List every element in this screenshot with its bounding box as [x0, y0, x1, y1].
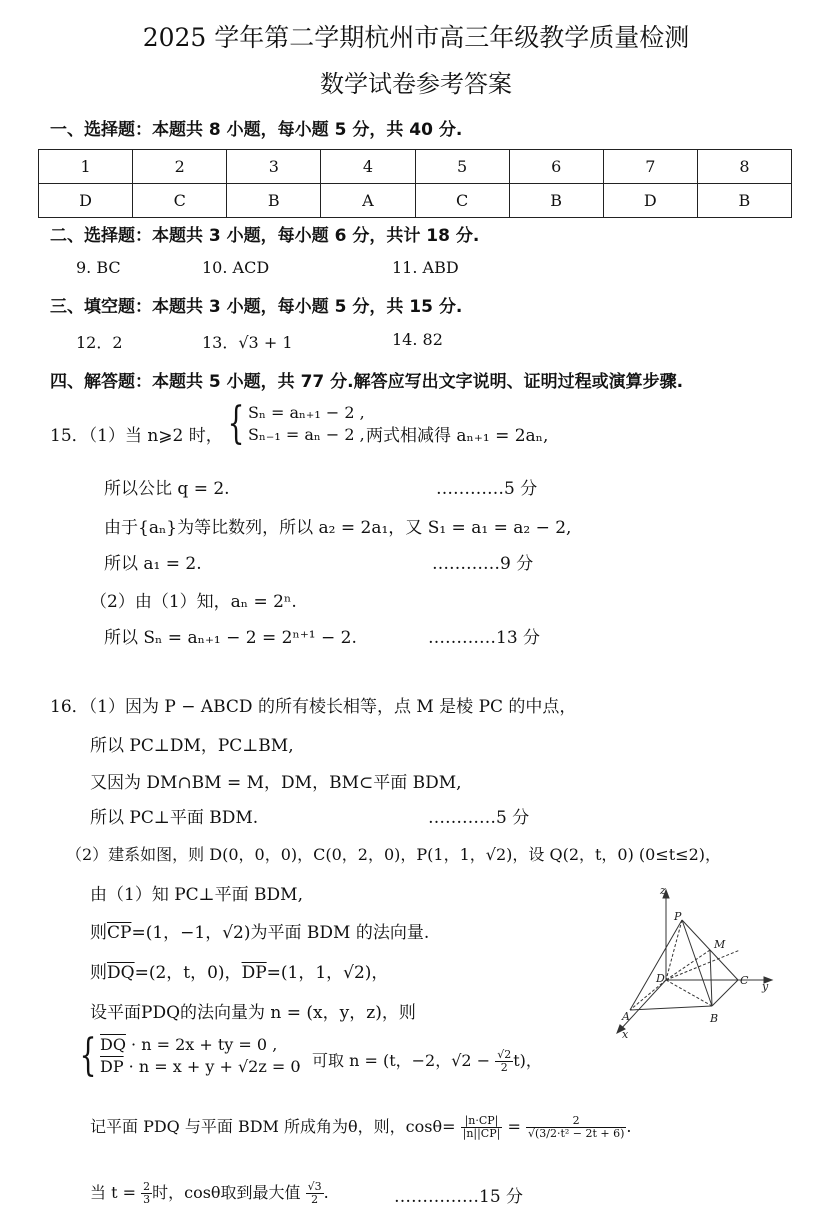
- q15-line: 所以 a₁ = 2.: [104, 554, 202, 574]
- fraction: [306, 1181, 324, 1206]
- q16-vectors-line: [90, 958, 388, 983]
- q16-line: 所以 PC⊥DM，PC⊥BM,: [90, 736, 294, 756]
- figure-label: B: [710, 1012, 719, 1025]
- dashed-helper: [666, 950, 740, 980]
- vector-dq: $\overline{DQ}$: [107, 963, 135, 983]
- table-cell: D: [39, 184, 133, 218]
- q16-normal-vector-line: [90, 918, 429, 943]
- table-cell: 5: [415, 150, 509, 184]
- table-cell: 3: [227, 150, 321, 184]
- table-cell: B: [697, 184, 791, 218]
- brace: {: [227, 398, 245, 449]
- part1-heading: 一、选择题：本题共 8 小题，每小题 5 分，共 40 分.: [50, 120, 463, 140]
- q16-equation-system: [74, 1030, 301, 1081]
- text: ，可取 n = (t，−2，√2 −: [296, 1051, 491, 1070]
- q16-line: 设平面PDQ的法向量为 n = (x，y，z)，则: [90, 1003, 416, 1023]
- table-cell: B: [509, 184, 603, 218]
- text: 时，cosθ取到最大值: [152, 1183, 301, 1202]
- score-mark: …………5 分: [428, 808, 530, 828]
- table-row-answers: [39, 184, 792, 218]
- text: 则: [90, 923, 107, 943]
- vector-cp: $\overline{CP}$: [107, 923, 132, 943]
- text: =(1，1，√2)，: [266, 963, 389, 983]
- text: 则: [90, 963, 107, 983]
- edge-pa: [630, 920, 682, 1010]
- answer-12: 12．2: [76, 333, 123, 352]
- text: =(1，−1，√2)为平面 BDM 的法向量.: [131, 923, 430, 943]
- figure-label: A: [622, 1010, 630, 1023]
- text: t)，: [513, 1051, 542, 1070]
- table-cell: 1: [39, 150, 133, 184]
- score-mark: …………9 分: [432, 554, 534, 574]
- denominator: 2: [500, 1061, 508, 1074]
- q15-intro: 15．（1）当 n⩾2 时，: [50, 426, 223, 446]
- q16-max-line: [90, 1180, 329, 1206]
- table-cell: 8: [697, 150, 791, 184]
- table-cell: D: [603, 184, 697, 218]
- text: =(2，t，0)，: [134, 963, 242, 983]
- part4-heading: 四、解答题：本题共 5 小题，共 77 分.解答应写出文字说明、证明过程或演算步骤.: [50, 372, 684, 392]
- answer-table: [38, 149, 792, 218]
- part3-heading: 三、填空题：本题共 3 小题，每小题 5 分，共 15 分.: [50, 297, 463, 317]
- denominator: 2: [311, 1193, 319, 1206]
- vector-dp: $\overline{DP}$: [241, 963, 267, 983]
- edge-ab: [630, 1006, 712, 1010]
- numerator: |n·CP|: [461, 1115, 503, 1128]
- table-cell: 2: [133, 150, 227, 184]
- edge-db: [666, 980, 712, 1006]
- q16-line: 16．（1）因为 P − ABCD 的所有棱长相等，点 M 是棱 PC 的中点，: [50, 697, 577, 717]
- score-mark: …………13 分: [428, 628, 541, 648]
- text: · n = 2x + ty = 0 ,: [125, 1035, 278, 1054]
- text: =: [507, 1117, 521, 1136]
- answer-13: 13．√3 + 1: [202, 333, 293, 352]
- equation-line: [100, 1034, 301, 1056]
- table-row-numbers: [39, 150, 792, 184]
- q15-subtract: 两式相减得 aₙ₊₁ = 2aₙ,: [366, 426, 549, 446]
- edge-bc: [712, 980, 738, 1006]
- figure-label: y: [762, 980, 769, 993]
- text: 当 t =: [90, 1183, 137, 1202]
- document-title: 2025 学年第二学期杭州市高三年级教学质量检测: [142, 23, 690, 52]
- q15-line: 所以 Sₙ = aₙ₊₁ − 2 = 2ⁿ⁺¹ − 2.: [104, 628, 357, 648]
- q15-line: （2）由（1）知，aₙ = 2ⁿ.: [90, 592, 297, 612]
- text: .: [626, 1117, 632, 1136]
- brace: {: [79, 1030, 97, 1081]
- table-cell: A: [321, 184, 415, 218]
- part2-heading: 二、选择题：本题共 3 小题，每小题 6 分，共计 18 分.: [50, 226, 480, 246]
- table-cell: 6: [509, 150, 603, 184]
- document-subtitle: 数学试卷参考答案: [320, 70, 512, 98]
- fraction: [461, 1115, 503, 1140]
- q16-cosine-line: [90, 1114, 632, 1140]
- score-mark: …………5 分: [436, 479, 538, 499]
- fraction: [141, 1181, 152, 1206]
- q15-line: 所以公比 q = 2.: [104, 479, 230, 499]
- segment-bm: [710, 950, 712, 1006]
- q16-line: （2）建系如图，则 D(0，0，0)，C(0，2，0)，P(1，1，√2)，设 Q(2，t，0) (0≤t≤2)，: [66, 845, 722, 864]
- numerator: √3: [307, 1180, 322, 1193]
- fraction: [495, 1049, 513, 1074]
- equation-line: Sₙ = aₙ₊₁ − 2 ,: [248, 403, 365, 422]
- figure-label: M: [714, 938, 726, 951]
- text: · n = x + y + √2z = 0: [123, 1057, 301, 1076]
- figure-label: P: [674, 910, 682, 923]
- q16-line: 所以 PC⊥平面 BDM.: [90, 808, 259, 828]
- figure-label: C: [740, 974, 749, 987]
- numerator: 2: [143, 1180, 151, 1193]
- answer-11: 11. ABD: [392, 258, 459, 277]
- denominator: 3: [143, 1193, 151, 1206]
- figure-label: x: [622, 1028, 629, 1040]
- numerator: √2: [497, 1048, 512, 1061]
- figure-label: D: [656, 972, 665, 985]
- fraction: [526, 1115, 626, 1140]
- q16-normal-n: [296, 1048, 542, 1074]
- q15-line: 由于{aₙ}为等比数列，所以 a₂ = 2a₁，又 S₁ = a₁ = a₂ − 2,: [104, 518, 572, 538]
- vector-dq: $\overline{DQ}$: [100, 1035, 126, 1054]
- numerator: 2: [526, 1115, 626, 1128]
- q16-line: 又因为 DM∩BM = M，DM，BM⊂平面 BDM,: [90, 773, 462, 793]
- q16-line: 由（1）知 PC⊥平面 BDM,: [90, 885, 303, 905]
- score-mark: ……………15 分: [394, 1187, 524, 1207]
- q15-equation-system: [222, 398, 365, 449]
- answer-14: 14. 82: [392, 330, 443, 349]
- denominator: √(3/2·t² − 2t + 6): [527, 1127, 625, 1140]
- answer-9: 9. BC: [76, 258, 121, 277]
- pyramid-coordinate-figure: [600, 880, 780, 1040]
- equation-line: [100, 1056, 301, 1078]
- vector-dp: $\overline{DP}$: [100, 1057, 124, 1076]
- equation-line: Sₙ₋₁ = aₙ − 2 ,: [248, 425, 365, 444]
- table-cell: C: [415, 184, 509, 218]
- table-cell: B: [227, 184, 321, 218]
- table-cell: 7: [603, 150, 697, 184]
- text: .: [323, 1183, 329, 1202]
- figure-label: z: [660, 884, 666, 897]
- answer-10: 10. ACD: [202, 258, 270, 277]
- edge-pb: [682, 920, 712, 1006]
- text: 记平面 PDQ 与平面 BDM 所成角为θ，则，cosθ=: [90, 1117, 456, 1136]
- table-cell: 4: [321, 150, 415, 184]
- denominator: |n||CP|: [462, 1127, 501, 1140]
- table-cell: C: [133, 184, 227, 218]
